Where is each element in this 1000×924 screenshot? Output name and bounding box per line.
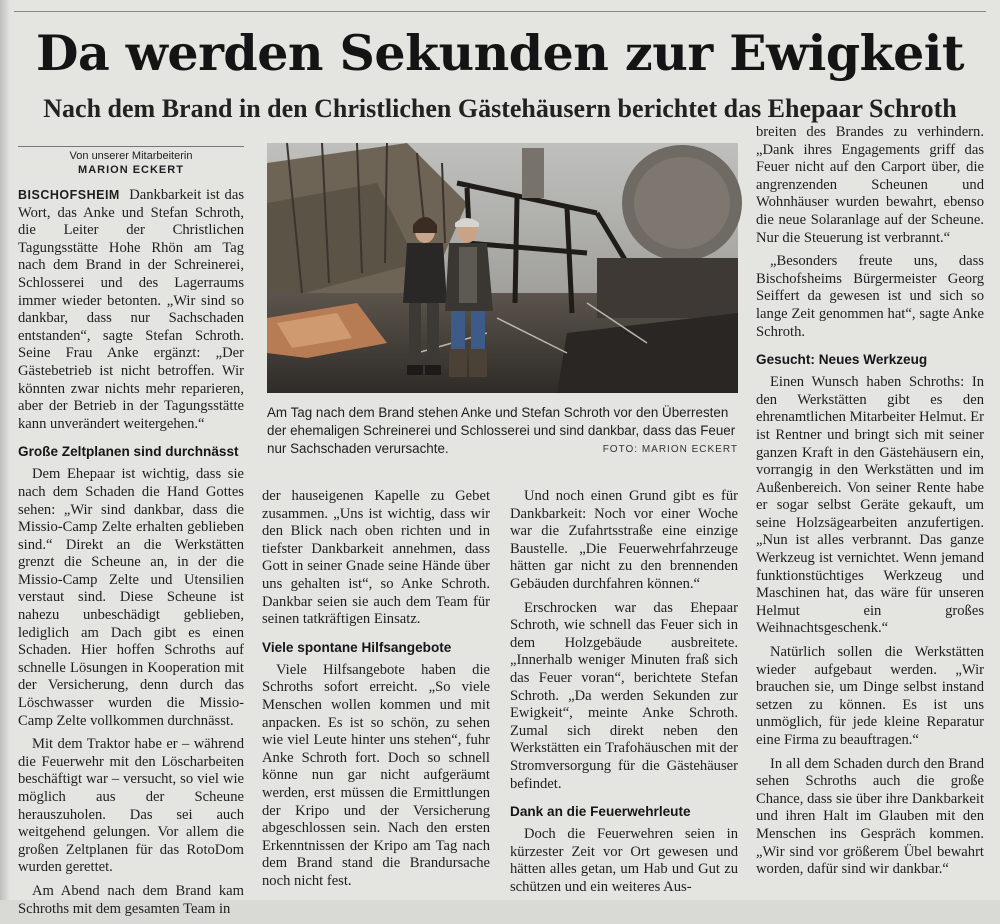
article-column-1: [18, 146, 244, 924]
paragraph: Am Abend nach dem Brand kam Schroths mit dem gesamten Team in: [18, 882, 244, 917]
byline-author: MARION ECKERT: [78, 164, 184, 176]
paragraph: Natürlich sollen die Werkstätten wieder aufgebaut werden. „Wir brauchen sie, um Dinge selbst instand setzen zu können. Es ist uns unmöglich, für jede kleine Reparatur eine Firma zu beauftragen.“: [756, 644, 984, 748]
paragraph-text: Dankbarkeit ist das Wort, das Anke und Stefan Schroth, die Leiter der Christlichen Tagungsstätte Hohe Rhön am Tag nach dem Brand in der Schreinerei, Schlosserei und des Lagerraums immer wieder betonten. „Wir sind so dankbar, dass nur Sachschaden entstanden“, sagte Stefan Schroth. Seine Frau Anke ergänzt: „Der Gästebetrieb ist nicht betroffen. Wir könnten zwar nichts mehr reparieren, aber der Betrieb in der Tagungsstätte kann unverändert weitergehen.“: [18, 187, 244, 432]
paragraph: Mit dem Traktor habe er – während die Feuerwehr mit den Löscharbeiten beschäftigt war – versucht, so viel wie möglich aus der Scheune herauszuholen. Das sei auch weitgehend gelungen. Vor allem die großen Zeltplanen für das RotoDom wurden gerettet.: [18, 736, 244, 876]
paragraph: der hauseigenen Kapelle zu Gebet zusammen. „Uns ist wichtig, dass wir den Blick nach oben richten und in tiefster Dankbarkeit annehmen, dass Gott in seiner Gnade seine Hände über uns gehalten ist“, so Anke Schroth. Dankbar seien sie auch dem Team für seinen tatkräftigen Einsatz.: [262, 488, 490, 628]
paragraph: Viele Hilfsangebote haben die Schroths sofort erreicht. „So viele Menschen wollen kommen und mit anpacken. Es ist so schön, zu sehen wie viel Leute hinter uns stehen“, fuhr Anke Schroth fort. Doch so schnell könne nun gar nicht aufgeräumt werden, erst müssen die Ermittlungen der Kripo und der Versicherung abgeschlossen sein. Nach den ersten Erkenntnissen der Kripo am Tag nach dem Brand stand die Brandursache noch nicht fest.: [262, 661, 490, 889]
fire-ruins-photo-icon: [267, 143, 738, 393]
photo-credit: FOTO: MARION ECKERT: [602, 444, 738, 455]
byline-intro: Von unserer Mitarbeiterin: [69, 150, 193, 162]
paragraph: Dem Ehepaar ist wichtig, dass sie nach dem Schaden die Hand Gottes sehen: „Wir sind dankbar, dass die Missio-Camp Zelte erhalten geblieben sind.“ Direkt an die Werkstätten grenzt die Scheune an, in der die Missio-Camp Zelte und Utensilien verstaut sind. Diese Scheune ist nahezu unbeschädigt geblieben, lediglich am Dach gibt es einen Schaden. Hier hoffen Schroths auf schnelle Lösungen in Kooperation mit der Versicherung, denn durch das Löschwasser wurden die Missio-Camp Zelte vollkommen durchnässt.: [18, 466, 244, 729]
article-headline: Da werden Sekunden zur Ewigkeit: [35, 24, 965, 82]
paragraph: [18, 187, 244, 433]
article-column-3: [510, 488, 738, 902]
article-column-4: [756, 124, 984, 885]
paragraph: „Besonders freute uns, dass Bischofsheims Bürgermeister Georg Seiffert da gewesen ist und sich so lange Zeit genommen hat“, sagte Anke Schroth.: [756, 253, 984, 340]
section-heading: Große Zeltplanen sind durchnässt: [18, 444, 239, 460]
top-rule: [14, 6, 986, 12]
article-subheadline: Nach dem Brand in den Christlichen Gästehäusern berichtet das Ehepaar Schroth: [43, 94, 957, 123]
article-column-2: [262, 488, 490, 896]
paragraph: Erschrocken war das Ehepaar Schroth, wie schnell das Feuer sich in dem Holzgebäude ausbreitete. „Innerhalb weniger Minuten fraß sich das Feuer voran“, berichtete Stefan Schroth. „Da werden Sekunden zur Ewigkeit“, meinte Anke Schroth. Zumal sich direkt neben den Werkstätten ein Trafohäuschen mit der Stromversorgung für die Gästehäuser befindet.: [510, 599, 738, 792]
paragraph: Einen Wunsch haben Schroths: In den Werkstätten gibt es den ehrenamtlichen Mitarbeiter Helmut. Er ist Rentner und bringt sich mit seiner ganzen Kraft in den Gästehäusern ein, vorrangig in den Werkstätten und im Außenbereich. Von seiner Rente habe er sogar selbst Geräte gekauft, um seine Holzsägearbeiten anzufertigen. „Nun ist alles verbrannt. Das ganze Werkzeug ist vernichtet. Wenn jemand funktionstüchtiges Werkzeug und Maschinen hat, das wäre für unseren Helmut ein großes Weihnachtsgeschenk.“: [756, 374, 984, 637]
paragraph: In all dem Schaden durch den Brand sehen Schroths auch die große Chance, dass sie über ihre Dankbarkeit und ihren Halt im Glauben mit den Menschen ins Gespräch kommen. „Wir sind vor größerem Übel bewahrt worden, dafür sind wir dankbar.“: [756, 755, 984, 878]
paragraph: Doch die Feuerwehren seien in kürzester Zeit vor Ort gewesen und hätten alles getan, um Hab und Gut zu schützen und ein weiteres Aus-: [510, 826, 738, 895]
article-photo: [267, 143, 738, 393]
paragraph: Und noch einen Grund gibt es für Dankbarkeit: Noch vor einer Woche war die Zufahrtsstraße eine einzige Baustelle. „Die Feuerwehrfahrzeuge hätten gar nicht zu den brennenden Gebäuden durchfahren können.“: [510, 488, 738, 592]
section-heading: Dank an die Feuerwehrleute: [510, 804, 691, 820]
byline: [18, 146, 244, 177]
paragraph: breiten des Brandes zu verhindern. „Dank ihres Engagements griff das Feuer nicht auf den Carport über, die angrenzenden Scheunen und Wohnhäuser wurden bewahrt, ebenso die neue Solaranlage auf der Scheune. Nur die Steuerung ist verbrannt.“: [756, 124, 984, 246]
page-edge-shadow: [0, 0, 10, 900]
section-heading: Viele spontane Hilfsangebote: [262, 639, 452, 655]
dateline: BISCHOFSHEIM: [18, 188, 120, 202]
section-heading: Gesucht: Neues Werkzeug: [756, 352, 928, 368]
photo-caption: Am Tag nach dem Brand stehen Anke und Stefan Schroth vor den Überresten der ehemaligen Schreinerei und Schlosserei und sind dankbar, dass das Feuer nur Sachschaden verursachte.: [267, 405, 736, 456]
